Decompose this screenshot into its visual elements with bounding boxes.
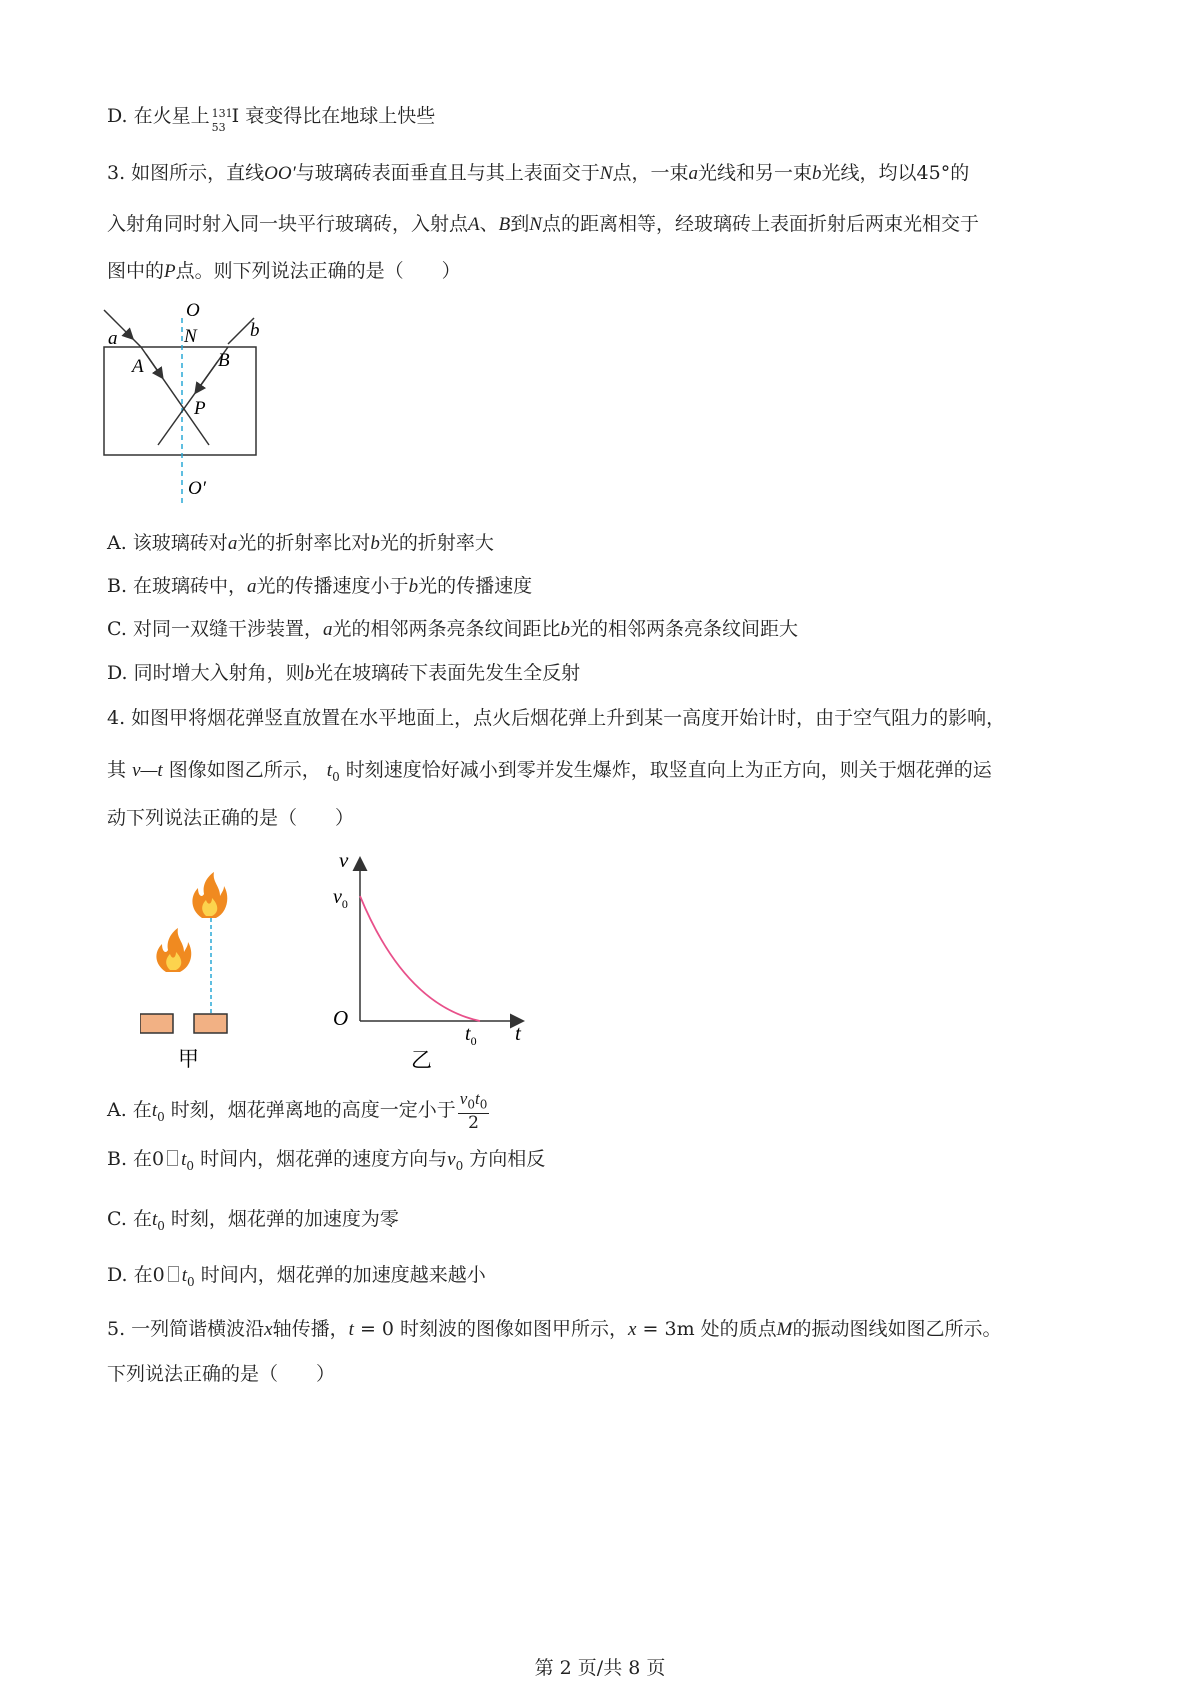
var-t: t <box>474 1089 480 1108</box>
text: 3. 如图所示，直线 <box>107 162 265 184</box>
var: a <box>247 576 257 597</box>
q5-stem-line1 <box>107 1315 1001 1344</box>
isotope-atomic-number: 53 <box>211 121 226 134</box>
var: b <box>370 533 380 554</box>
fraction-numerator <box>458 1090 490 1114</box>
ray-b-arrow <box>196 361 218 392</box>
label-O-prime: O′ <box>188 478 206 499</box>
var-v: v <box>459 1089 468 1108</box>
text: A. 该玻璃砖对 <box>107 532 228 554</box>
caption-jia: 甲 <box>178 1047 199 1071</box>
text: 时刻速度恰好减小到零并发生爆炸，取竖直向上为正方向，则关于烟花弹的运 <box>345 759 992 781</box>
q3-glass-brick-figure <box>96 296 286 512</box>
var: b <box>560 619 570 640</box>
text: 下列说法正确的是（ ） <box>107 1363 336 1385</box>
label-N: N <box>184 326 197 347</box>
missing-glyph-box <box>168 1266 179 1282</box>
text: A. 在 <box>107 1099 152 1122</box>
text: = 0 时刻波的图像如图甲所示， <box>353 1318 629 1340</box>
var: b <box>304 663 315 684</box>
text: 轴传播， <box>272 1318 349 1340</box>
label-B: B <box>218 350 230 371</box>
text: 其 <box>107 759 127 781</box>
text: 光线和另一束 <box>698 162 813 184</box>
t0-subscript: 0 <box>470 1034 477 1048</box>
var-oo: OO′ <box>264 163 296 184</box>
firework-shell-right <box>194 1014 227 1033</box>
caption-yi: 乙 <box>411 1048 432 1072</box>
var-M: M <box>776 1319 793 1340</box>
var-b: b <box>812 163 822 184</box>
q3-option-c <box>107 615 798 644</box>
sub: 0 <box>467 1097 475 1112</box>
label-O: O <box>186 300 200 321</box>
q4-stem-line3 <box>107 804 354 832</box>
var-vt: v—t <box>132 760 163 781</box>
q3-option-b <box>107 572 532 601</box>
text: 时刻，烟花弹的加速度为零 <box>170 1208 399 1230</box>
ray-a-incident-tail <box>132 338 141 347</box>
text: 点。则下列说法正确的是（ ） <box>175 260 461 282</box>
axis-label-v: v <box>339 848 349 872</box>
text: D. 在 <box>107 1264 153 1286</box>
text: C. 在 <box>107 1208 152 1230</box>
v0-symbol: v <box>333 886 342 908</box>
fraction-denominator: 2 <box>468 1113 479 1134</box>
q3-stem-line3 <box>107 257 461 286</box>
fraction-v0t0-over-2 <box>458 1090 490 1132</box>
page-footer: 第 2 页/共 8 页 <box>534 1657 666 1679</box>
text: 的 <box>950 162 970 184</box>
q4-option-b <box>107 1145 545 1180</box>
q3-option-d <box>107 659 580 688</box>
text: 光的折射率大 <box>379 532 494 554</box>
var-n: N <box>599 163 613 184</box>
q4-option-a <box>107 1090 489 1140</box>
ray-a-arrow <box>146 354 162 377</box>
velocity-curve <box>360 896 480 1021</box>
text: 入射角同时射入同一块平行玻璃砖，入射点 <box>107 213 469 235</box>
text: 点，一束 <box>612 162 689 184</box>
label-v0 <box>333 886 348 911</box>
sub: 0 <box>455 1158 464 1173</box>
text: D. 同时增大入射角，则 <box>107 662 305 684</box>
text: C. 对同一双缝干涉装置， <box>107 618 323 640</box>
axis-label-t: t <box>515 1021 521 1045</box>
isotope-element: I <box>231 105 240 127</box>
sub: 0 <box>157 1110 165 1124</box>
sub: 0 <box>187 1274 195 1289</box>
q4-option-c <box>107 1205 399 1240</box>
text: 5. 一列简谐横波沿 <box>107 1318 265 1340</box>
v0-subscript: 0 <box>341 897 348 911</box>
q2-option-d-text-end: 衰变得比在地球上快些 <box>239 105 436 127</box>
missing-glyph-box <box>167 1150 178 1166</box>
text: 光的相邻两条亮条纹间距比 <box>332 618 561 640</box>
var-t: t <box>151 1209 158 1230</box>
var-t: t <box>181 1265 188 1286</box>
zero: 0 <box>152 1148 165 1170</box>
q4-stem-line2 <box>107 756 992 791</box>
text: 4. 如图甲将烟花弹竖直放置在水平地面上，点火后烟花弹上升到某一高度开始计时，由于空气阻力的影响， <box>107 707 1006 729</box>
q5-stem-line2 <box>107 1360 335 1388</box>
flame-icon <box>156 928 191 972</box>
text: 光的相邻两条亮条纹间距大 <box>569 618 798 640</box>
sub: 0 <box>157 1218 165 1233</box>
flame-icon <box>192 872 227 918</box>
var-x: x <box>264 1319 273 1340</box>
text: B. 在 <box>107 1148 153 1170</box>
q4-option-d <box>107 1261 486 1296</box>
label-P: P <box>194 398 206 419</box>
text: 光线，均以 <box>821 162 917 184</box>
text: 的振动图线如图乙所示。 <box>792 1318 1002 1340</box>
q3-option-a <box>107 529 494 558</box>
text: 时间内，烟花弹的加速度越来越小 <box>200 1264 486 1286</box>
isotope-mass-number: 131 <box>211 107 233 120</box>
var-v: v <box>447 1149 456 1170</box>
q2-option-d-text: D. 在火星上 <box>107 105 210 127</box>
var-x: x <box>628 1319 637 1340</box>
var-t: t <box>151 1100 158 1122</box>
var: a <box>227 533 238 554</box>
label-b: b <box>250 320 260 341</box>
text: 动下列说法正确的是（ ） <box>107 807 355 829</box>
label-t0 <box>465 1023 477 1048</box>
text: 光的传播速度小于 <box>256 575 409 597</box>
sub: 0 <box>332 769 340 784</box>
var-a: a <box>688 163 698 184</box>
text: 、 <box>479 213 499 235</box>
text: 时刻，烟花弹离地的高度一定小于 <box>170 1099 456 1122</box>
sub: 0 <box>479 1097 488 1112</box>
text: 与玻璃砖表面垂直且与其上表面交于 <box>295 162 600 184</box>
q4-stem-line1 <box>107 704 1005 732</box>
label-a: a <box>108 328 118 349</box>
q2-option-d <box>107 102 436 134</box>
zero: 0 <box>152 1264 165 1286</box>
firework-shell-left <box>140 1014 173 1033</box>
text: 图像如图乙所示， <box>168 759 321 781</box>
var-N: N <box>529 214 542 235</box>
var-t: t <box>348 1319 354 1340</box>
q4-figure-yi <box>325 845 540 1075</box>
q3-stem-line1 <box>107 159 969 188</box>
var: b <box>408 576 419 597</box>
text: 点的距离相等，经玻璃砖上表面折射后两束光相交于 <box>541 213 979 235</box>
var-P: P <box>164 261 176 282</box>
text: 光的传播速度 <box>418 575 533 597</box>
label-A: A <box>132 356 144 377</box>
text: 光的折射率比对 <box>237 532 371 554</box>
iodine-isotope <box>210 102 233 134</box>
text: 到 <box>510 213 530 235</box>
text: B. 在玻璃砖中， <box>107 575 248 597</box>
glass-brick <box>104 347 256 455</box>
q3-stem-line2 <box>107 210 979 239</box>
q4-figure-jia <box>140 868 270 1078</box>
var-B: B <box>498 214 511 235</box>
var-t: t <box>181 1149 187 1170</box>
text: 方向相反 <box>469 1148 546 1170</box>
text: 图中的 <box>107 260 165 282</box>
var: a <box>322 619 333 640</box>
var-t: t <box>326 760 333 781</box>
text: = 3m 处的质点 <box>636 1318 777 1340</box>
origin-label: O <box>333 1006 349 1030</box>
var-A: A <box>468 214 480 235</box>
text: 时间内，烟花弹的速度方向与 <box>200 1148 448 1170</box>
text: 光在坡璃砖下表面先发生全反射 <box>314 662 581 684</box>
t0-symbol: t <box>465 1023 471 1045</box>
sub: 0 <box>186 1158 195 1173</box>
angle-45: 45° <box>916 162 951 184</box>
